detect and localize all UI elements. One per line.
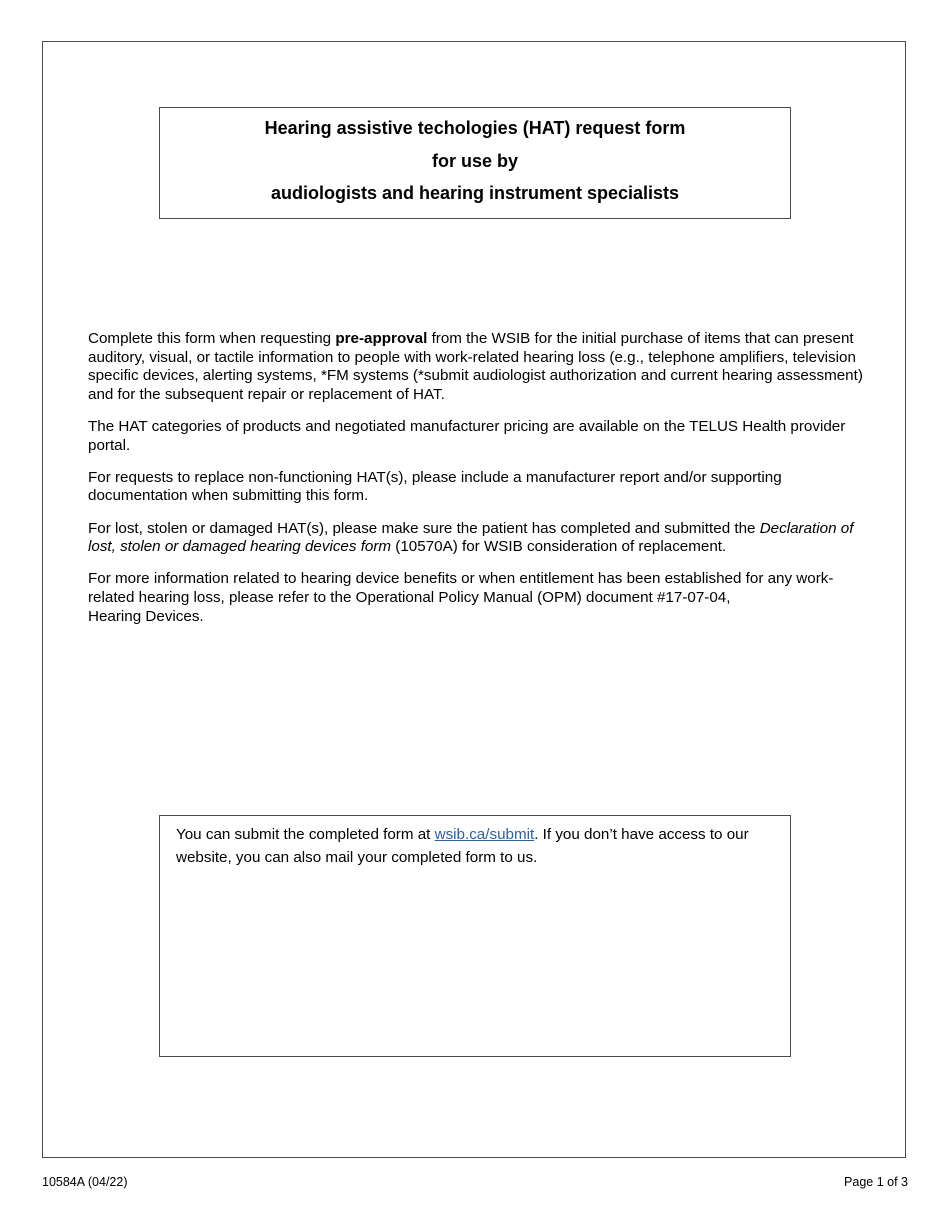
paragraph-more-information — [88, 570, 868, 626]
form-subtitle-audience: audiologists and hearing instrument specialists — [270, 183, 680, 203]
paragraph-pre-approval — [88, 330, 868, 404]
form-title: Hearing assistive techologies (HAT) request form — [264, 118, 686, 138]
paragraph-more-information-main: For more information related to hearing device benefits or when entitlement has been established for any work-related hearing loss, please refer to the Operational Policy Manual (OPM) document #17-07-04, — [88, 570, 834, 606]
form-code: 10584A (04/22) — [42, 1175, 128, 1189]
paragraph-pre-approval-rest: from the WSIB for the initial purchase of items that can present auditory, visual, or tactile information to people with work-related hearing loss (e.g., telephone amplifiers, television specific devices, alerting systems, *FM systems (*submit audiologist authorization and current hearing assessment) and for the subsequent repair or replacement of HAT. — [88, 330, 863, 403]
paragraph-lost-stolen — [88, 520, 868, 557]
title-box — [159, 107, 791, 219]
instructions-section — [88, 330, 868, 640]
paragraph-replace-non-functioning: For requests to replace non-functioning HAT(s), please include a manufacturer report and/or supporting documentation when submitting this form. — [88, 468, 782, 505]
paragraph-lost-stolen-rest: (10570A) for WSIB consideration of replacement. — [391, 538, 727, 556]
submit-info-box — [159, 815, 791, 1057]
paragraph-hat-categories: The HAT categories of products and negotiated manufacturer pricing are available on the TELUS Health provider portal. — [88, 417, 846, 454]
form-subtitle-for-use-by: for use by — [431, 151, 519, 171]
paragraph-more-information-end: Hearing Devices. — [88, 607, 204, 625]
submit-text-rest: . If you don’t have access to our website, you can also mail your completed form to us. — [176, 826, 749, 866]
paragraph-pre-approval-start: Complete this form when requesting — [88, 330, 336, 347]
page-number: Page 1 of 3 — [844, 1175, 908, 1189]
submit-text-start: You can submit the completed form at — [176, 826, 435, 843]
pre-approval-emphasis: pre-approval — [335, 330, 428, 347]
paragraph-lost-stolen-start: For lost, stolen or damaged HAT(s), please make sure the patient has completed and submitted the — [88, 519, 760, 537]
submit-link[interactable]: wsib.ca/submit — [434, 826, 535, 843]
declaration-form-title: Declaration of lost, stolen or damaged hearing devices form — [88, 519, 854, 556]
